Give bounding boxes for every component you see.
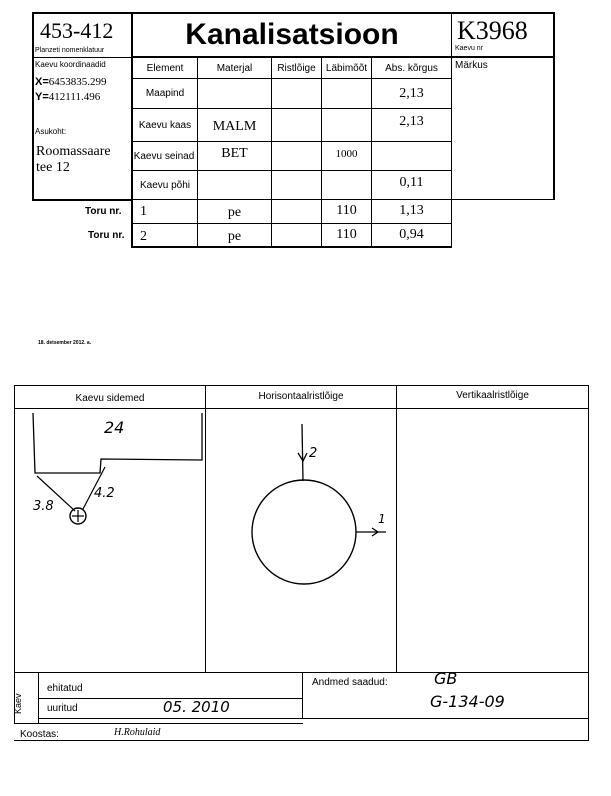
row-element-label: Kaevu kaas	[138, 119, 192, 131]
compiled-label: Koostas:	[20, 729, 59, 740]
y-coordinate	[35, 91, 100, 103]
pipe-material: pe	[227, 229, 242, 244]
coords-caption: Kaevu koordinaadid	[35, 60, 106, 69]
sketch-label-right: 4.2	[94, 486, 115, 501]
pipe-number: 1	[140, 204, 147, 219]
inflow-pipe-label: 2	[309, 446, 318, 461]
data-received-label: Andmed saadud:	[312, 677, 388, 688]
header-element: Element	[146, 62, 184, 74]
row-material-value: BET	[221, 146, 248, 161]
pipe-label: Toru nr.	[88, 230, 125, 241]
pipe-height: 0,94	[399, 227, 424, 242]
pipe-height: 1,13	[399, 203, 424, 218]
header-material: Materjal	[216, 62, 253, 74]
nomenclature-caption: Planzeti nomenklatuur	[35, 47, 105, 54]
pipe-diameter: 110	[336, 227, 357, 242]
document-date: 18. detsember 2012. a.	[38, 340, 92, 346]
sketch-label-left: 3.8	[33, 499, 54, 514]
row-height-value: 0,11	[399, 175, 424, 190]
row-element-label: Kaevu seinad	[133, 150, 195, 162]
data-received-line1: GB	[434, 669, 458, 688]
x-value: 6453835.299	[48, 76, 107, 88]
header-cross-section: Ristlõige	[277, 62, 316, 74]
panel-title-vertical: Vertikaalristlõige	[456, 389, 529, 401]
well-side-label: Kaev	[13, 693, 23, 714]
pipe-diameter: 110	[336, 203, 357, 218]
location-caption: Asukoht:	[35, 127, 67, 136]
row-element-label: Kaevu põhi	[139, 179, 191, 191]
header-remarks: Märkus	[455, 60, 488, 71]
surveyed-label: uuritud	[47, 703, 78, 714]
y-value: 412111.496	[48, 91, 101, 103]
surveyed-date: 05. 2010	[163, 698, 230, 716]
well-number: K3968	[457, 16, 528, 45]
row-height-value: 2,13	[399, 85, 424, 101]
well-links-sketch	[15, 409, 205, 672]
outflow-pipe-label: 1	[378, 512, 386, 526]
panel-title-horizontal: Horisontaalristlõige	[258, 390, 344, 402]
x-label: X=	[35, 76, 49, 88]
row-height-value: 2,13	[399, 114, 424, 129]
pipe-number: 2	[140, 229, 147, 244]
header-diameter: Läbimõõt	[325, 62, 368, 74]
data-received-line2: G-134-09	[430, 692, 505, 711]
row-material-value: MALM	[212, 119, 257, 134]
panel-title-links: Kaevu sidemed	[75, 392, 145, 404]
horizontal-cross-section	[206, 409, 396, 672]
y-label: Y=	[35, 91, 49, 103]
built-label: ehitatud	[47, 683, 83, 694]
card-title: Kanalisatsioon	[185, 18, 399, 51]
nomenclature: 453-412	[40, 18, 114, 43]
row-element-label: Maapind	[145, 88, 185, 99]
x-coordinate	[35, 76, 107, 88]
well-number-caption: Kaevu nr	[455, 45, 484, 52]
header-abs-height: Abs. kõrgus	[385, 62, 438, 74]
compiled-by: H.Rohulaid	[114, 727, 161, 738]
row-diameter-value: 1000	[335, 148, 358, 160]
sketch-label-top: 24	[104, 418, 125, 437]
pipe-label: Toru nr.	[85, 206, 122, 217]
location-line1: Roomassaare	[36, 144, 111, 159]
location-line2: tee 12	[36, 160, 70, 175]
pipe-material: pe	[227, 205, 242, 220]
